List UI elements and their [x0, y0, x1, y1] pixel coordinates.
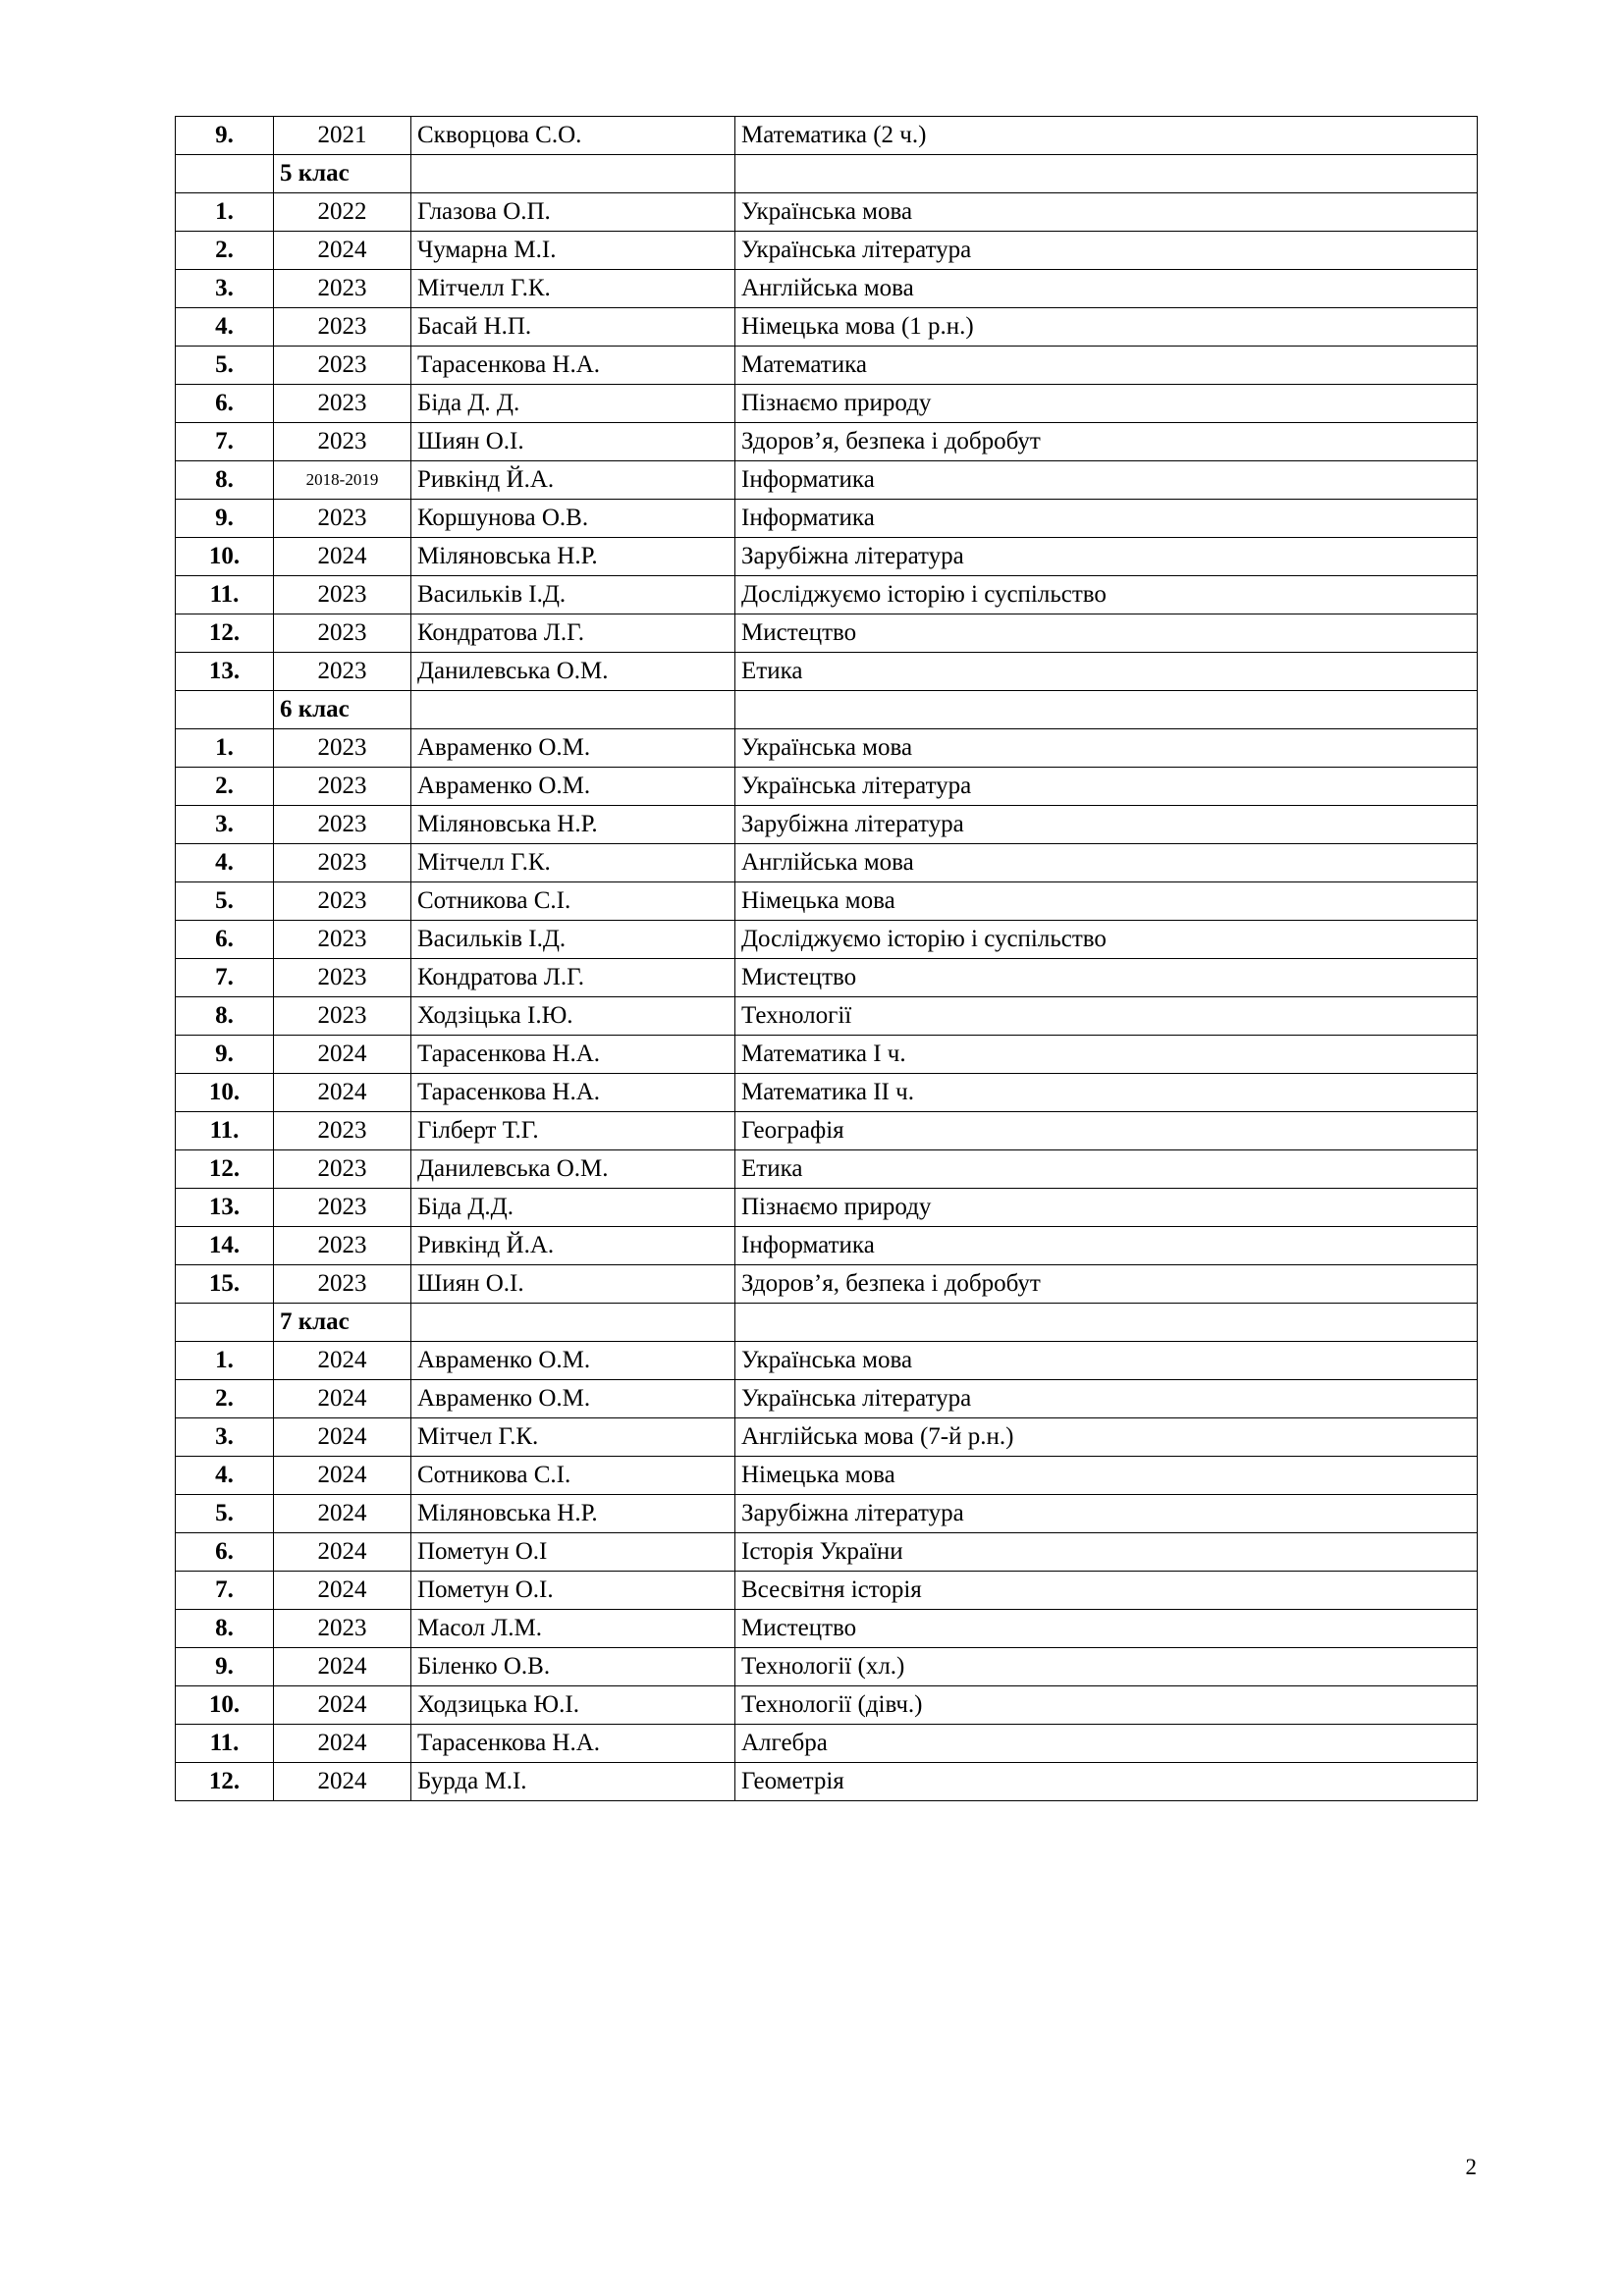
row-number: 4. — [176, 844, 274, 882]
table-row — [176, 1763, 1478, 1801]
author-name: Біда Д. Д. — [411, 385, 735, 423]
row-number: 11. — [176, 576, 274, 614]
table-row — [176, 1036, 1478, 1074]
subject-name: Інформатика — [735, 461, 1478, 500]
table-row — [176, 347, 1478, 385]
row-number: 4. — [176, 1457, 274, 1495]
table-row — [176, 423, 1478, 461]
subject-name: Українська література — [735, 1380, 1478, 1418]
table-row — [176, 385, 1478, 423]
author-name: Шиян О.І. — [411, 1265, 735, 1304]
row-number: 7. — [176, 423, 274, 461]
row-number: 13. — [176, 653, 274, 691]
subject-name: Інформатика — [735, 500, 1478, 538]
row-number: 6. — [176, 921, 274, 959]
table-row — [176, 1648, 1478, 1686]
row-number: 3. — [176, 806, 274, 844]
publication-year: 2024 — [274, 1533, 411, 1572]
row-number: 9. — [176, 1648, 274, 1686]
subject-name: Технології — [735, 997, 1478, 1036]
author-name: Мітчелл Г.К. — [411, 844, 735, 882]
publication-year: 2024 — [274, 1763, 411, 1801]
author-name: Тарасенкова Н.А. — [411, 1725, 735, 1763]
row-number: 13. — [176, 1189, 274, 1227]
subject-name: Географія — [735, 1112, 1478, 1150]
author-name: Мітчелл Г.К. — [411, 270, 735, 308]
publication-year: 2023 — [274, 1112, 411, 1150]
subject-name: Зарубіжна література — [735, 538, 1478, 576]
row-number: 9. — [176, 1036, 274, 1074]
table-row — [176, 1725, 1478, 1763]
author-name: Міляновська Н.Р. — [411, 1495, 735, 1533]
row-number: 2. — [176, 768, 274, 806]
class-label: 7 клас — [274, 1304, 411, 1342]
table-row — [176, 1150, 1478, 1189]
row-number: 1. — [176, 193, 274, 232]
table-row — [176, 1074, 1478, 1112]
table-row — [176, 1112, 1478, 1150]
page-number: 2 — [1465, 2155, 1477, 2179]
table-row — [176, 1610, 1478, 1648]
subject-name: Українська мова — [735, 1342, 1478, 1380]
author-name: Ходзіцька І.Ю. — [411, 997, 735, 1036]
publication-year: 2024 — [274, 1036, 411, 1074]
publication-year: 2024 — [274, 1380, 411, 1418]
table-row — [176, 1380, 1478, 1418]
subject-name: Пізнаємо природу — [735, 1189, 1478, 1227]
row-number: 10. — [176, 538, 274, 576]
publication-year: 2024 — [274, 1418, 411, 1457]
row-number: 12. — [176, 614, 274, 653]
author-name: Мітчел Г.К. — [411, 1418, 735, 1457]
author-name: Данилевська О.М. — [411, 1150, 735, 1189]
table-row — [176, 844, 1478, 882]
publication-year: 2024 — [274, 1725, 411, 1763]
publication-year: 2023 — [274, 385, 411, 423]
subject-name: Етика — [735, 1150, 1478, 1189]
table-row — [176, 768, 1478, 806]
class-heading-row — [176, 691, 1478, 729]
author-name: Пометун О.І. — [411, 1572, 735, 1610]
publication-year: 2024 — [274, 1648, 411, 1686]
table-row — [176, 1342, 1478, 1380]
table-row — [176, 500, 1478, 538]
author-name: Ходзицька Ю.І. — [411, 1686, 735, 1725]
row-number: 5. — [176, 347, 274, 385]
row-number: 9. — [176, 117, 274, 155]
author-name: Ривкінд Й.А. — [411, 1227, 735, 1265]
subject-name: Англійська мова — [735, 844, 1478, 882]
row-number: 1. — [176, 729, 274, 768]
subject-name: Українська література — [735, 232, 1478, 270]
table-row — [176, 921, 1478, 959]
subject-name: Зарубіжна література — [735, 806, 1478, 844]
table-row — [176, 576, 1478, 614]
row-number: 10. — [176, 1074, 274, 1112]
author-cell-empty — [411, 1304, 735, 1342]
class-heading-row — [176, 155, 1478, 193]
subject-name: Геометрія — [735, 1763, 1478, 1801]
table-row — [176, 882, 1478, 921]
row-number: 6. — [176, 1533, 274, 1572]
row-number: 7. — [176, 959, 274, 997]
row-number: 10. — [176, 1686, 274, 1725]
publication-year: 2024 — [274, 232, 411, 270]
publication-year: 2024 — [274, 538, 411, 576]
publication-year: 2023 — [274, 576, 411, 614]
row-number: 2. — [176, 232, 274, 270]
subject-name: Технології (хл.) — [735, 1648, 1478, 1686]
row-number: 6. — [176, 385, 274, 423]
author-name: Авраменко О.М. — [411, 729, 735, 768]
table-row — [176, 193, 1478, 232]
table-row — [176, 997, 1478, 1036]
author-name: Басай Н.П. — [411, 308, 735, 347]
author-cell-empty — [411, 691, 735, 729]
publication-year: 2021 — [274, 117, 411, 155]
table-row — [176, 1495, 1478, 1533]
subject-cell-empty — [735, 691, 1478, 729]
publication-year: 2024 — [274, 1572, 411, 1610]
subject-name: Досліджуємо історію і суспільство — [735, 576, 1478, 614]
author-name: Тарасенкова Н.А. — [411, 1074, 735, 1112]
publication-year: 2024 — [274, 1074, 411, 1112]
row-number — [176, 1304, 274, 1342]
publication-year: 2023 — [274, 1610, 411, 1648]
subject-name: Математика І ч. — [735, 1036, 1478, 1074]
publication-year: 2023 — [274, 882, 411, 921]
author-name: Біда Д.Д. — [411, 1189, 735, 1227]
table-row — [176, 270, 1478, 308]
class-label: 5 клас — [274, 155, 411, 193]
table-row — [176, 1533, 1478, 1572]
author-name: Сотникова С.І. — [411, 1457, 735, 1495]
subject-name: Здоров’я, безпека і добробут — [735, 423, 1478, 461]
table-row — [176, 1418, 1478, 1457]
subject-name: Німецька мова — [735, 882, 1478, 921]
table-row — [176, 614, 1478, 653]
table-row — [176, 538, 1478, 576]
row-number: 1. — [176, 1342, 274, 1380]
subject-name: Німецька мова (1 р.н.) — [735, 308, 1478, 347]
table-row — [176, 1686, 1478, 1725]
subject-name: Українська література — [735, 768, 1478, 806]
row-number: 5. — [176, 882, 274, 921]
subject-name: Математика ІІ ч. — [735, 1074, 1478, 1112]
subject-name: Англійська мова — [735, 270, 1478, 308]
author-name: Бурда М.І. — [411, 1763, 735, 1801]
table-body — [176, 117, 1478, 1801]
table-row — [176, 653, 1478, 691]
publication-year: 2024 — [274, 1342, 411, 1380]
row-number: 8. — [176, 461, 274, 500]
publication-year: 2023 — [274, 729, 411, 768]
publication-year: 2023 — [274, 1265, 411, 1304]
publication-year: 2023 — [274, 653, 411, 691]
author-name: Тарасенкова Н.А. — [411, 1036, 735, 1074]
subject-name: Здоров’я, безпека і добробут — [735, 1265, 1478, 1304]
row-number: 11. — [176, 1112, 274, 1150]
table-row — [176, 1227, 1478, 1265]
table-row — [176, 729, 1478, 768]
subject-name: Досліджуємо історію і суспільство — [735, 921, 1478, 959]
row-number: 15. — [176, 1265, 274, 1304]
subject-name: Англійська мова (7-й р.н.) — [735, 1418, 1478, 1457]
row-number: 3. — [176, 270, 274, 308]
row-number: 8. — [176, 997, 274, 1036]
author-name: Глазова О.П. — [411, 193, 735, 232]
subject-name: Алгебра — [735, 1725, 1478, 1763]
row-number: 4. — [176, 308, 274, 347]
author-name: Сотникова С.І. — [411, 882, 735, 921]
row-number: 9. — [176, 500, 274, 538]
author-cell-empty — [411, 155, 735, 193]
publication-year: 2023 — [274, 806, 411, 844]
subject-name: Мистецтво — [735, 614, 1478, 653]
publication-year: 2022 — [274, 193, 411, 232]
author-name: Тарасенкова Н.А. — [411, 347, 735, 385]
publication-year: 2023 — [274, 997, 411, 1036]
subject-name: Етика — [735, 653, 1478, 691]
row-number: 2. — [176, 1380, 274, 1418]
class-label: 6 клас — [274, 691, 411, 729]
table-row — [176, 1189, 1478, 1227]
publication-year: 2023 — [274, 270, 411, 308]
publication-year: 2024 — [274, 1457, 411, 1495]
subject-name: Математика (2 ч.) — [735, 117, 1478, 155]
row-number — [176, 691, 274, 729]
publication-year: 2023 — [274, 423, 411, 461]
author-name: Біленко О.В. — [411, 1648, 735, 1686]
table-row — [176, 232, 1478, 270]
row-number: 7. — [176, 1572, 274, 1610]
publication-year: 2023 — [274, 844, 411, 882]
publication-year: 2024 — [274, 1686, 411, 1725]
publication-year: 2023 — [274, 768, 411, 806]
author-name: Кондратова Л.Г. — [411, 959, 735, 997]
author-name: Міляновська Н.Р. — [411, 806, 735, 844]
publication-year: 2023 — [274, 1150, 411, 1189]
subject-name: Математика — [735, 347, 1478, 385]
table-row — [176, 308, 1478, 347]
author-name: Кондратова Л.Г. — [411, 614, 735, 653]
subject-name: Технології (дівч.) — [735, 1686, 1478, 1725]
row-number: 3. — [176, 1418, 274, 1457]
row-number: 12. — [176, 1763, 274, 1801]
subject-name: Всесвітня історія — [735, 1572, 1478, 1610]
author-name: Данилевська О.М. — [411, 653, 735, 691]
author-name: Авраменко О.М. — [411, 1380, 735, 1418]
subject-cell-empty — [735, 155, 1478, 193]
publication-year: 2023 — [274, 1189, 411, 1227]
row-number: 5. — [176, 1495, 274, 1533]
author-name: Ривкінд Й.А. — [411, 461, 735, 500]
author-name: Авраменко О.М. — [411, 768, 735, 806]
table-row — [176, 1265, 1478, 1304]
author-name: Пометун О.І — [411, 1533, 735, 1572]
publication-year: 2024 — [274, 1495, 411, 1533]
row-number: 12. — [176, 1150, 274, 1189]
table-row — [176, 117, 1478, 155]
publication-year: 2023 — [274, 347, 411, 385]
author-name: Коршунова О.В. — [411, 500, 735, 538]
row-number — [176, 155, 274, 193]
row-number: 8. — [176, 1610, 274, 1648]
author-name: Міляновська Н.Р. — [411, 538, 735, 576]
subject-name: Пізнаємо природу — [735, 385, 1478, 423]
publication-year: 2023 — [274, 614, 411, 653]
textbooks-table — [175, 116, 1478, 1801]
author-name: Гілберт Т.Г. — [411, 1112, 735, 1150]
subject-name: Українська мова — [735, 729, 1478, 768]
row-number: 14. — [176, 1227, 274, 1265]
author-name: Масол Л.М. — [411, 1610, 735, 1648]
publication-year: 2023 — [274, 500, 411, 538]
subject-name: Зарубіжна література — [735, 1495, 1478, 1533]
publication-year: 2023 — [274, 959, 411, 997]
row-number: 11. — [176, 1725, 274, 1763]
subject-cell-empty — [735, 1304, 1478, 1342]
author-name: Васильків І.Д. — [411, 921, 735, 959]
publication-year: 2023 — [274, 1227, 411, 1265]
table-row — [176, 959, 1478, 997]
author-name: Васильків І.Д. — [411, 576, 735, 614]
table-row — [176, 806, 1478, 844]
table-row — [176, 1572, 1478, 1610]
subject-name: Мистецтво — [735, 1610, 1478, 1648]
subject-name: Українська мова — [735, 193, 1478, 232]
table-row — [176, 461, 1478, 500]
subject-name: Інформатика — [735, 1227, 1478, 1265]
subject-name: Історія України — [735, 1533, 1478, 1572]
publication-year: 2023 — [274, 308, 411, 347]
subject-name: Німецька мова — [735, 1457, 1478, 1495]
author-name: Скворцова С.О. — [411, 117, 735, 155]
table-row — [176, 1457, 1478, 1495]
class-heading-row — [176, 1304, 1478, 1342]
subject-name: Мистецтво — [735, 959, 1478, 997]
publication-year: 2023 — [274, 921, 411, 959]
publication-year: 2018-2019 — [274, 461, 411, 500]
author-name: Чумарна М.І. — [411, 232, 735, 270]
author-name: Авраменко О.М. — [411, 1342, 735, 1380]
author-name: Шиян О.І. — [411, 423, 735, 461]
